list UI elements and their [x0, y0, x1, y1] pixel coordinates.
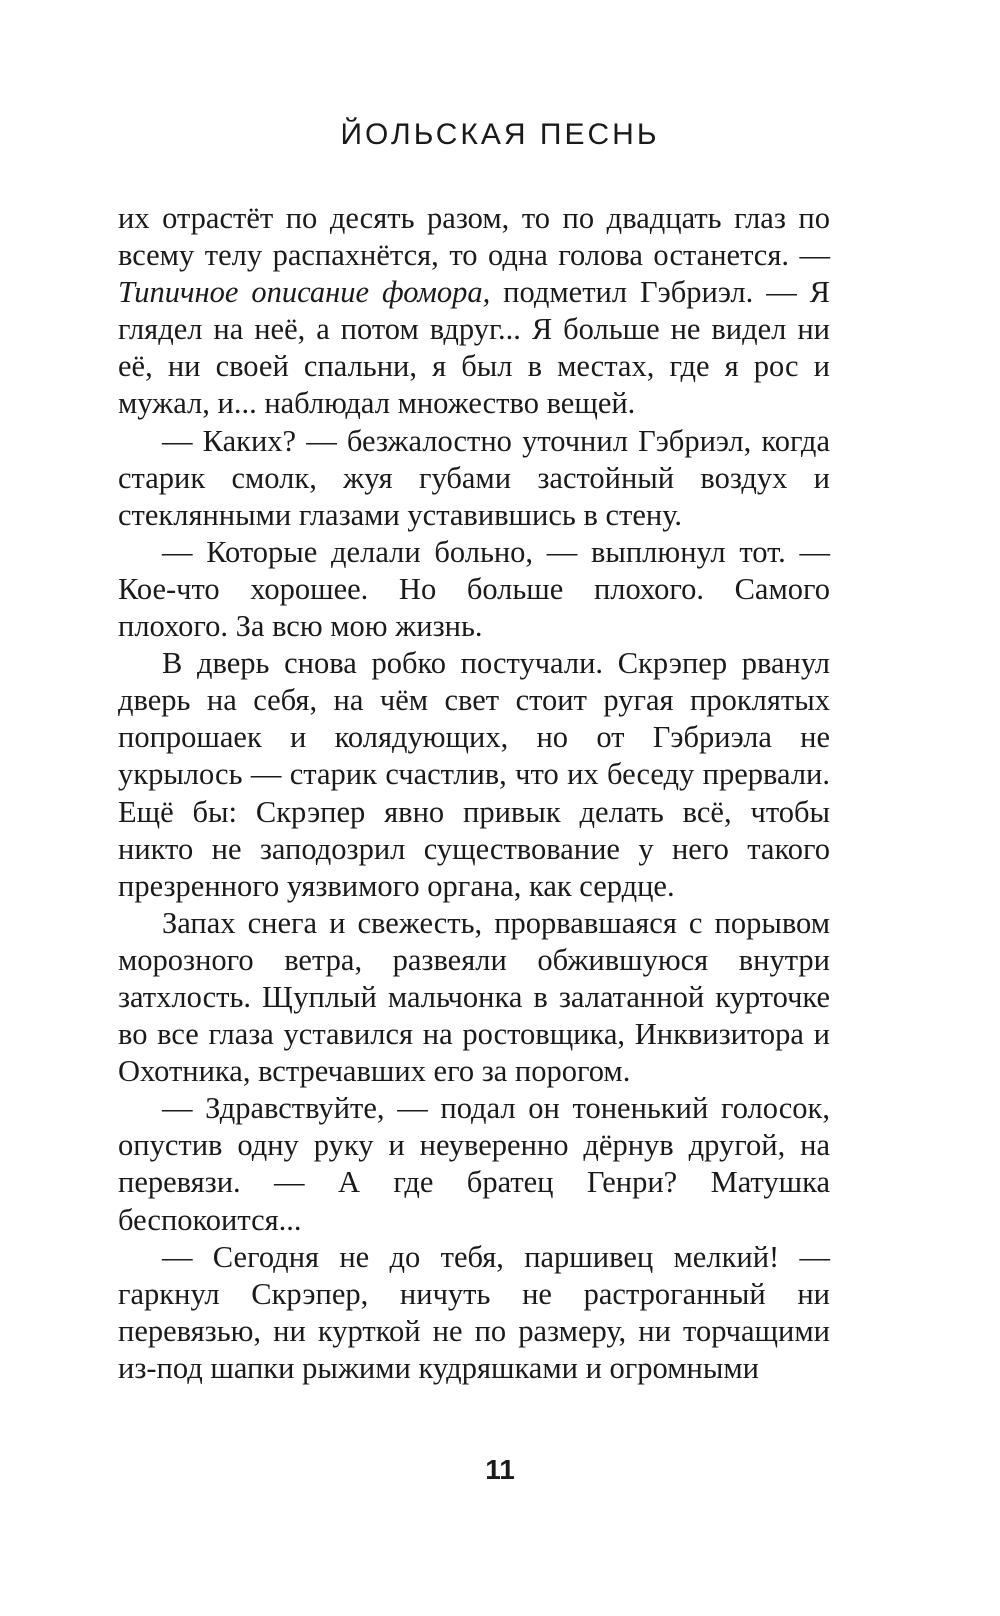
paragraph-4: В дверь снова робко постучали. Скрэпер рванул дверь на себя, на чём свет стоит ругая проклятых попрошаек и колядующих, но от Гэбриэла не укрылось — старик счастлив, что их беседу прервали. Ещё бы: Скрэпер явно привык делать всё, чтобы никто не заподозрил существование у него такого презренного уязвимого органа, как сердце.	[118, 646, 830, 903]
body-text	[118, 200, 830, 1387]
paragraph-6: — Здравствуйте, — подал он тоненький голосок, опустив одну руку и неуверенно дёрнув другой, на перевязи. — А где братец Генри? Матушка беспокоится...	[118, 1091, 830, 1237]
paragraph-1-text-a: их отрастёт по десять разом, то по двадцать глаз по всему телу распахнётся, то одна голова останется. —	[118, 201, 830, 273]
paragraph-2: — Каких? — безжалостно уточнил Гэбриэл, когда старик смолк, жуя губами застойный воздух и стеклянными глазами уставившись в стену.	[118, 423, 830, 532]
paragraph-3: — Которые делали больно, — выплюнул тот. — Кое-что хорошее. Но больше плохого. Самого плохого. За всю мою жизнь.	[118, 534, 830, 644]
running-head-title: ЙОЛЬСКАЯ ПЕСНЬ	[340, 118, 660, 151]
page-number: 11	[485, 1454, 515, 1485]
paragraph-1-italic: Типичное описание фомора,	[118, 275, 491, 310]
paragraph-5: Запах снега и свежесть, прорвавшаяся с порывом морозного ветра, развеяли обжившуюся внутри затхлость. Щуплый мальчонка в залатанной курточке во все глаза уставился на ростовщика, Инквизитора и Охотника, встречавших его за порогом.	[118, 905, 830, 1089]
paragraph-1	[118, 200, 830, 423]
paragraph-1-text-b: подметил Гэбриэл. — Я глядел на неё, а потом вдруг... Я больше не видел ни её, ни своей спальни, я был в местах, где я рос и мужал, и... наблюдал множество вещей.	[118, 275, 830, 421]
paragraph-7: — Сегодня не до тебя, паршивец мелкий! — гаркнул Скрэпер, ничуть не растроганный ни перевязью, ни курткой не по размеру, ни торчащими из-под шапки рыжими кудряшками и огромными	[118, 1239, 830, 1385]
